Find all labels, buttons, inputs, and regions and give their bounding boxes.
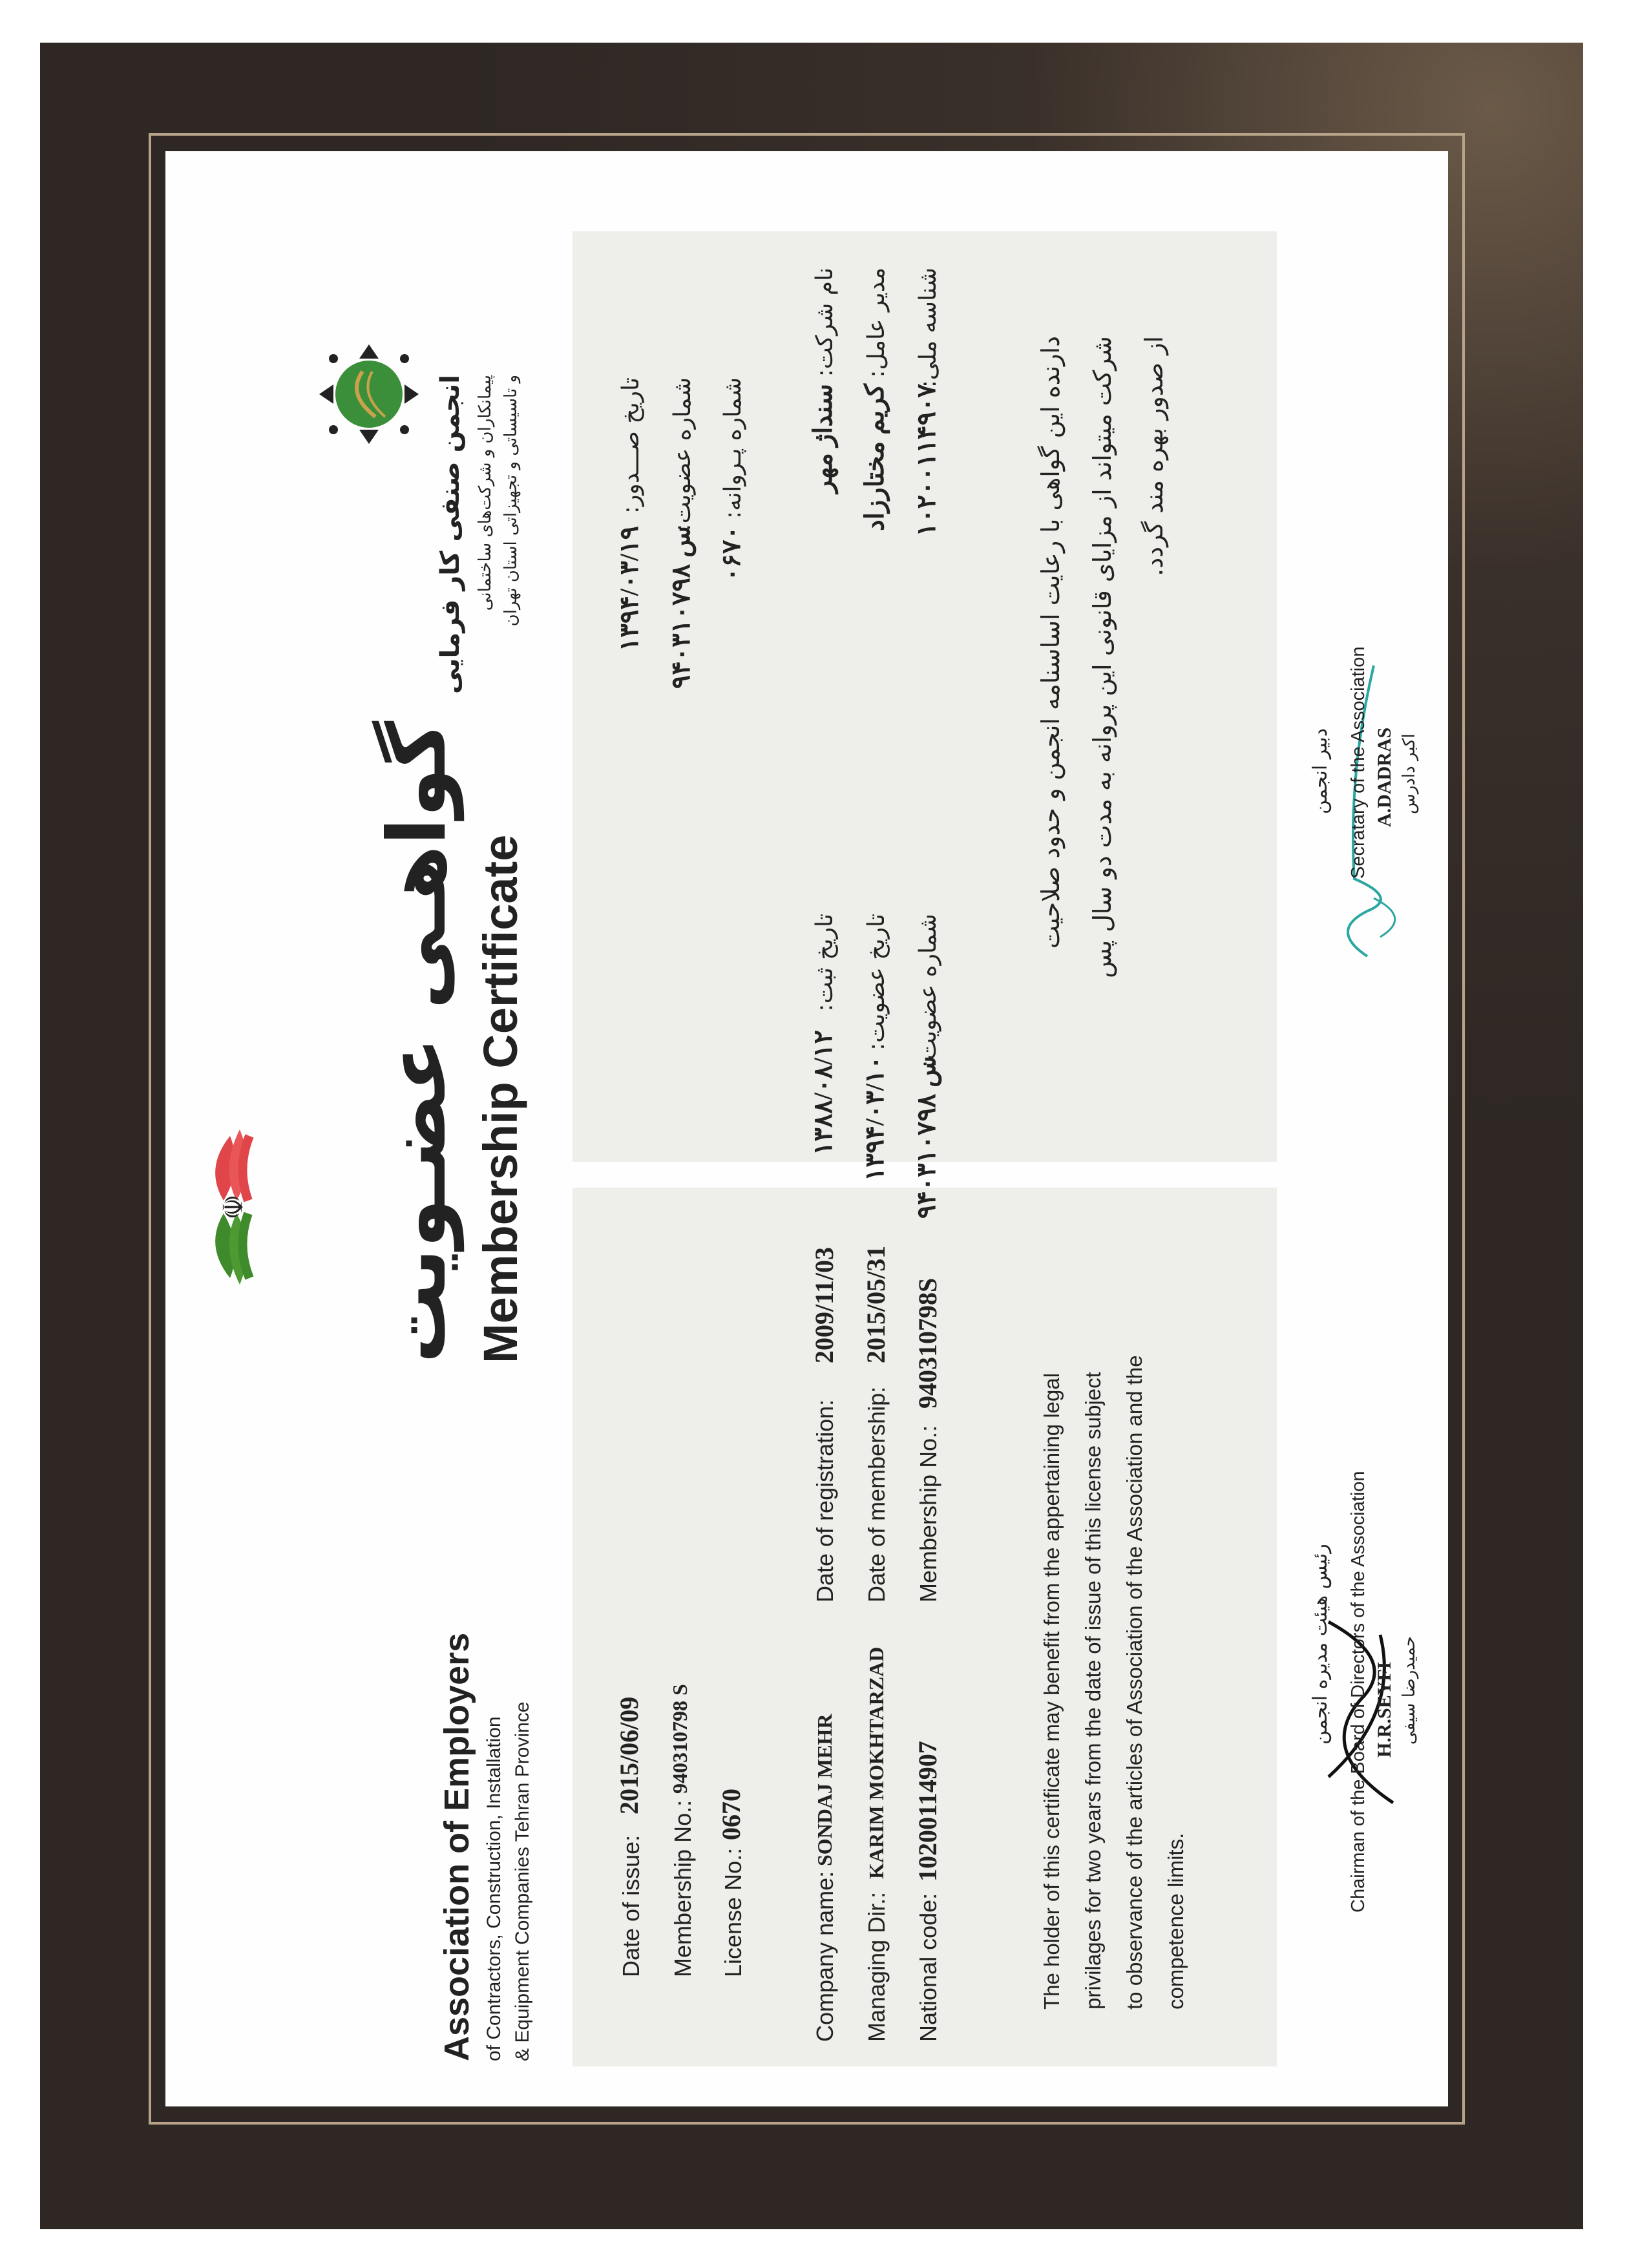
membership-no-label-fa: شماره عضویت: bbox=[669, 377, 696, 532]
issue-date-value: 2015/06/09 bbox=[614, 1696, 644, 1814]
secretary-title-en: Secratary of the Association bbox=[1348, 646, 1369, 879]
membership-number-label: Membership No.: bbox=[915, 1425, 941, 1602]
org-title-fa: انجمن صنفی کار فرمایی bbox=[436, 375, 465, 695]
org-title-en: Association of Employers bbox=[437, 1632, 476, 2061]
certificate-title-fa: گواهـی عضـویت bbox=[371, 720, 464, 1363]
issue-date-value-fa: ۱۳۹۴/۰۳/۱۹ bbox=[614, 526, 644, 652]
issue-date-label-fa: تاریخ صـــدور: bbox=[618, 377, 644, 514]
issue-date-label: Date of issue: bbox=[618, 1834, 644, 1977]
membership-date-label-fa: تاریخ عضویت: bbox=[863, 914, 890, 1051]
org-subtitle-line2: & Equipment Companies Tehran Province bbox=[512, 1701, 533, 2061]
terms-line-1: The holder of this certificate may benefit from the appertaining legal bbox=[1040, 1372, 1064, 2010]
secretary-name-fa: اکبر دادرس bbox=[1400, 733, 1419, 814]
membership-number-value-fa: س ۹۴۰۳۱۰۷۹۸ bbox=[912, 1056, 941, 1219]
company-name-value: SONDAJ MEHR bbox=[813, 1714, 836, 1866]
chairman-name-en: H.R.SEYFI bbox=[1374, 1661, 1395, 1758]
registration-date-label-fa: تاریخ ثبت: bbox=[812, 914, 838, 1012]
company-name-label-fa: نام شرکت: bbox=[812, 268, 838, 377]
terms-paragraph-en bbox=[1031, 1215, 1197, 2010]
national-code-label-fa: شناسه ملی: bbox=[915, 268, 941, 388]
certificate-title-en: Membership Certificate bbox=[474, 834, 527, 1363]
license-no-value: 0670 bbox=[717, 1789, 746, 1840]
membership-no-value: 940310798 S bbox=[668, 1684, 691, 1794]
svg-text:☫: ☫ bbox=[217, 1194, 250, 1220]
secretary-title-fa: دبیر انجمن bbox=[1309, 728, 1332, 814]
registration-date-label: Date of registration: bbox=[812, 1399, 838, 1602]
national-code-value: 10200114907 bbox=[913, 1741, 942, 1882]
company-name-value-fa: سنداژ مهر bbox=[808, 384, 837, 493]
company-name-label: Company name: bbox=[812, 1871, 838, 2042]
chairman-name-fa: حمیدرضا سیفی bbox=[1400, 1636, 1419, 1745]
membership-date-value: 2015/05/31 bbox=[861, 1245, 890, 1363]
terms-fa-line-2: شرکت میتواند از مزایای قانونی این پروانه به مدت دو سال پس bbox=[1088, 336, 1117, 978]
membership-date-label: Date of membership: bbox=[863, 1386, 890, 1602]
terms-fa-line-3: از صدور بهره مند گردد. bbox=[1140, 336, 1168, 576]
membership-date-value-fa: ۱۳۹۴/۰۳/۱۰ bbox=[860, 1056, 889, 1182]
terms-line-3: to observance of the articles of Association of the Association and the bbox=[1122, 1355, 1146, 2010]
license-no-label-fa: شماره پـروانه: bbox=[720, 377, 746, 519]
national-code-value-fa: ۱۰۲۰۰۱۱۴۹۰۷ bbox=[912, 384, 941, 537]
chairman-title-en: Chairman of the Board of Directors of the Association bbox=[1348, 1471, 1369, 1913]
managing-director-value-fa: کریم مختارزاد bbox=[860, 384, 889, 531]
certificate-paper bbox=[165, 151, 1448, 2106]
managing-director-value: KARIM MOKHTARZAD bbox=[865, 1646, 888, 1879]
chairman-title-fa: رئیس هیئت مدیره انجمن bbox=[1309, 1544, 1332, 1745]
membership-no-value-fa: س ۹۴۰۳۱۰۷۹۸ bbox=[666, 526, 695, 689]
license-no-label: License No.: bbox=[720, 1847, 746, 1977]
registration-date-value: 2009/11/03 bbox=[810, 1246, 839, 1363]
certificate-content bbox=[165, 151, 1448, 2106]
org-subtitle-fa-line2: و تاسیساتی و تجهیزاتی استان تهران bbox=[501, 375, 521, 627]
secretary-name-en: A.DADRAS bbox=[1374, 727, 1395, 827]
membership-number-label-fa: شماره عضویت: bbox=[915, 914, 941, 1068]
org-subtitle-fa-line1: پیمانکاران و شرکت‌های ساختمانی bbox=[476, 375, 495, 611]
registration-date-value-fa: ۱۳۸۸/۰۸/۱۲ bbox=[808, 1030, 837, 1156]
national-code-label: National code: bbox=[915, 1893, 941, 2042]
terms-paragraph-fa bbox=[1025, 336, 1180, 1150]
terms-line-2: privilages for two years from the date of issue of this license subject bbox=[1081, 1372, 1105, 2010]
org-subtitle-line1: of Contractors, Construction, Installation bbox=[483, 1716, 505, 2061]
membership-no-label: Membership No.: bbox=[669, 1800, 696, 1977]
managing-director-label-fa: مدیر عامل: bbox=[863, 268, 890, 378]
terms-line-4: competence limits. bbox=[1164, 1832, 1188, 2010]
license-no-value-fa: ۰۶۷۰ bbox=[717, 526, 746, 582]
managing-director-label: Managing Dir.: bbox=[863, 1891, 890, 2042]
membership-number-value: 940310798S bbox=[913, 1277, 942, 1409]
terms-fa-line-1: دارنده این گواهی با رعایت اساسنامه انجمن و حدود صلاحیت bbox=[1036, 336, 1065, 949]
association-logo-icon bbox=[314, 339, 424, 449]
iran-emblem-icon bbox=[178, 1123, 314, 1291]
